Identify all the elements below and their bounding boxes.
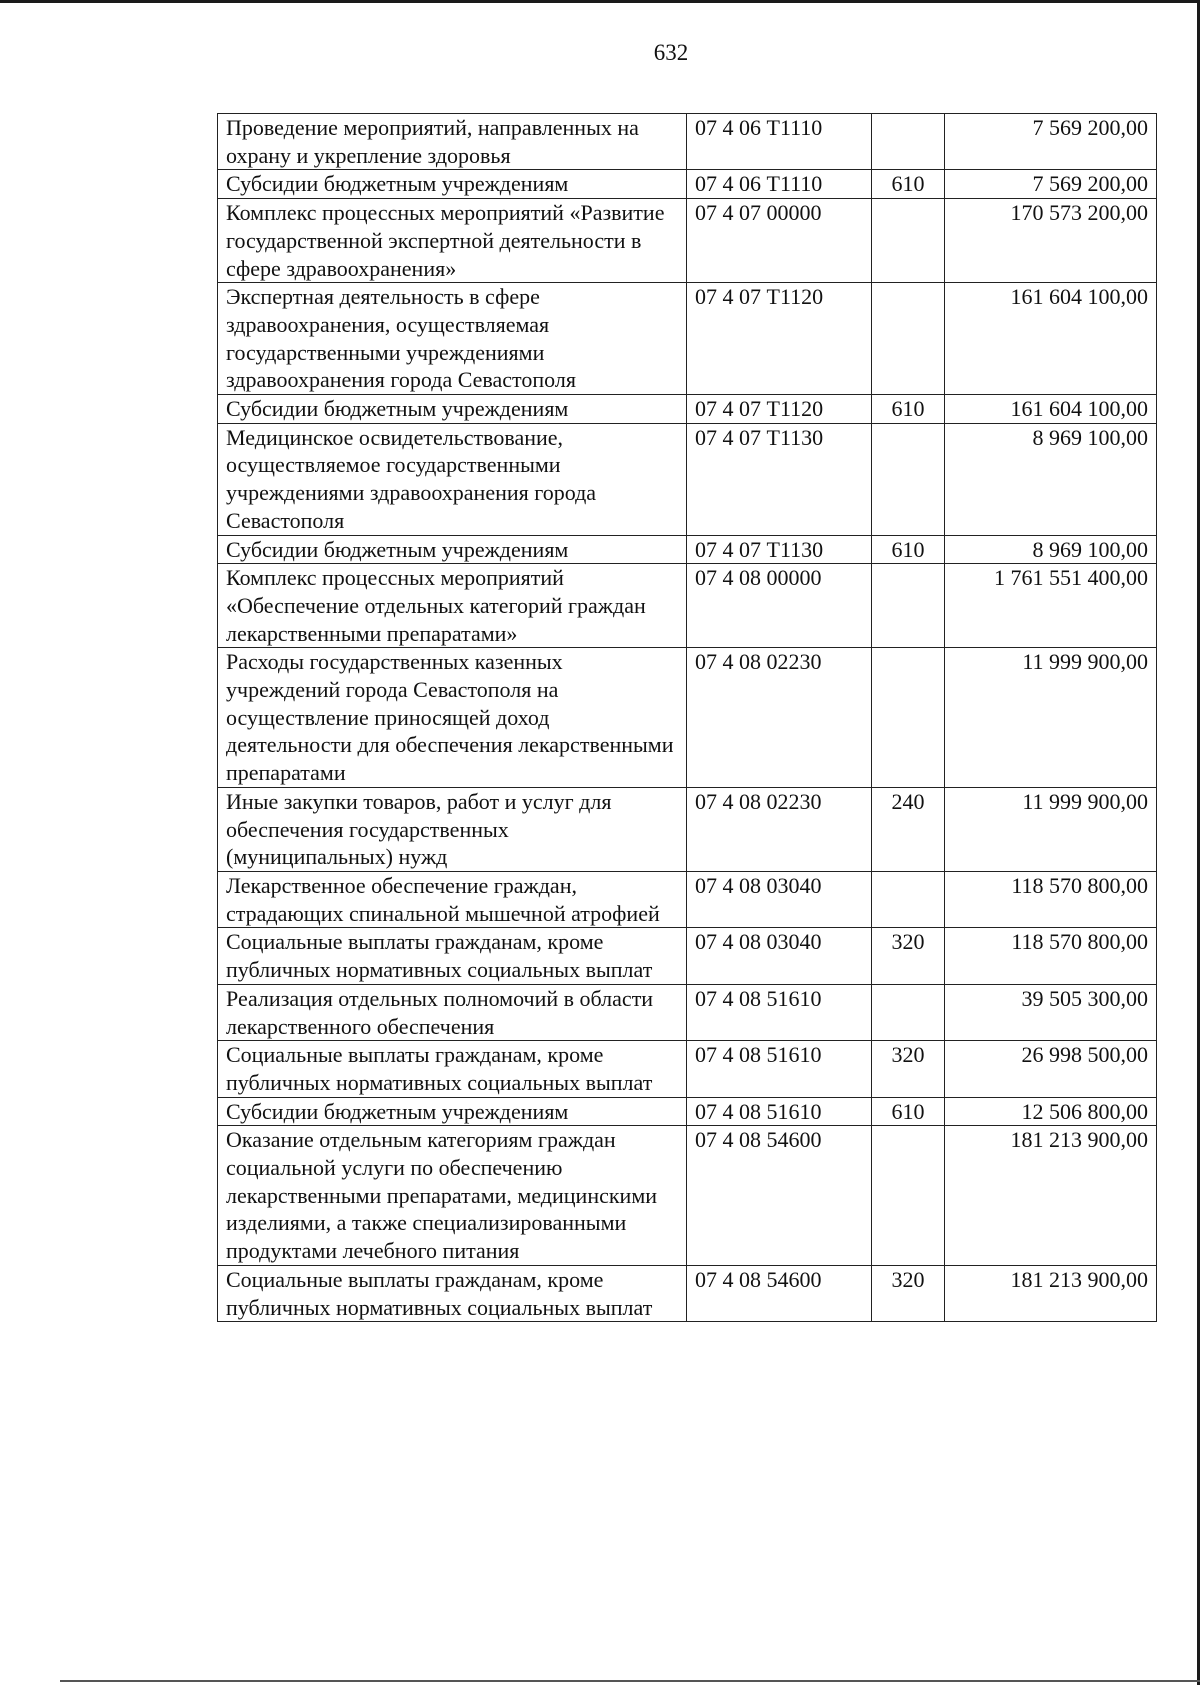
amount-cell: 39 505 300,00 <box>945 984 1157 1040</box>
target-article-code-cell: 07 4 08 54600 <box>687 1126 872 1266</box>
expense-type-cell <box>872 564 945 648</box>
expense-type-cell <box>872 114 945 170</box>
expense-type-cell <box>872 199 945 283</box>
amount-cell: 161 604 100,00 <box>945 395 1157 424</box>
expense-name-cell: Социальные выплаты гражданам, кроме публичных нормативных социальных выплат <box>218 928 687 984</box>
target-article-code-cell: 07 4 08 54600 <box>687 1265 872 1321</box>
amount-cell: 181 213 900,00 <box>945 1265 1157 1321</box>
budget-table <box>217 113 1157 1322</box>
expense-name-cell: Проведение мероприятий, направленных на охрану и укрепление здоровья <box>218 114 687 170</box>
amount-cell: 1 761 551 400,00 <box>945 564 1157 648</box>
expense-type-cell: 320 <box>872 928 945 984</box>
table-row <box>218 535 1157 564</box>
table-row <box>218 1126 1157 1266</box>
table-row <box>218 1097 1157 1126</box>
table-row <box>218 928 1157 984</box>
expense-type-cell <box>872 423 945 535</box>
expense-type-cell: 610 <box>872 395 945 424</box>
expense-type-cell: 610 <box>872 170 945 199</box>
target-article-code-cell: 07 4 08 00000 <box>687 564 872 648</box>
target-article-code-cell: 07 4 06 Т1110 <box>687 114 872 170</box>
amount-cell: 12 506 800,00 <box>945 1097 1157 1126</box>
expense-type-cell <box>872 871 945 927</box>
target-article-code-cell: 07 4 06 Т1110 <box>687 170 872 199</box>
expense-name-cell: Иные закупки товаров, работ и услуг для обеспечения государственных (муниципальных) нужд <box>218 787 687 871</box>
amount-cell: 118 570 800,00 <box>945 871 1157 927</box>
target-article-code-cell: 07 4 08 02230 <box>687 648 872 788</box>
expense-name-cell: Субсидии бюджетным учреждениям <box>218 535 687 564</box>
expense-name-cell: Расходы государственных казенных учреждений города Севастополя на осуществление приносящей доход деятельности для обеспечения лекарственными препаратами <box>218 648 687 788</box>
expense-name-cell: Комплекс процессных мероприятий «Обеспечение отдельных категорий граждан лекарственными препаратами» <box>218 564 687 648</box>
expense-name-cell: Комплекс процессных мероприятий «Развитие государственной экспертной деятельности в сфере здравоохранения» <box>218 199 687 283</box>
target-article-code-cell: 07 4 08 02230 <box>687 787 872 871</box>
expense-name-cell: Оказание отдельным категориям граждан социальной услуги по обеспечению лекарственными препаратами, медицинскими изделиями, а также специализированными продуктами лечебного питания <box>218 1126 687 1266</box>
table-row <box>218 871 1157 927</box>
target-article-code-cell: 07 4 07 Т1120 <box>687 395 872 424</box>
expense-name-cell: Экспертная деятельность в сфере здравоохранения, осуществляемая государственными учреждениями здравоохранения города Севастополя <box>218 283 687 395</box>
target-article-code-cell: 07 4 08 51610 <box>687 1041 872 1097</box>
amount-cell: 11 999 900,00 <box>945 787 1157 871</box>
table-row <box>218 114 1157 170</box>
table-row <box>218 564 1157 648</box>
amount-cell: 8 969 100,00 <box>945 535 1157 564</box>
table-row <box>218 283 1157 395</box>
target-article-code-cell: 07 4 08 51610 <box>687 1097 872 1126</box>
target-article-code-cell: 07 4 07 Т1130 <box>687 423 872 535</box>
target-article-code-cell: 07 4 08 51610 <box>687 984 872 1040</box>
table-row <box>218 1041 1157 1097</box>
table-row <box>218 395 1157 424</box>
budget-table-body <box>218 114 1157 1322</box>
table-row <box>218 199 1157 283</box>
expense-name-cell: Медицинское освидетельствование, осуществляемое государственными учреждениями здравоохранения города Севастополя <box>218 423 687 535</box>
expense-name-cell: Социальные выплаты гражданам, кроме публичных нормативных социальных выплат <box>218 1265 687 1321</box>
table-row <box>218 984 1157 1040</box>
expense-name-cell: Субсидии бюджетным учреждениям <box>218 1097 687 1126</box>
expense-type-cell <box>872 1126 945 1266</box>
scan-border-bottom <box>60 1680 1200 1682</box>
target-article-code-cell: 07 4 08 03040 <box>687 928 872 984</box>
amount-cell: 7 569 200,00 <box>945 114 1157 170</box>
expense-name-cell: Реализация отдельных полномочий в области лекарственного обеспечения <box>218 984 687 1040</box>
table-row <box>218 1265 1157 1321</box>
amount-cell: 8 969 100,00 <box>945 423 1157 535</box>
amount-cell: 26 998 500,00 <box>945 1041 1157 1097</box>
scan-border-top <box>0 0 1200 3</box>
expense-type-cell: 610 <box>872 1097 945 1126</box>
expense-type-cell <box>872 283 945 395</box>
expense-type-cell <box>872 648 945 788</box>
amount-cell: 11 999 900,00 <box>945 648 1157 788</box>
expense-name-cell: Социальные выплаты гражданам, кроме публичных нормативных социальных выплат <box>218 1041 687 1097</box>
amount-cell: 181 213 900,00 <box>945 1126 1157 1266</box>
amount-cell: 170 573 200,00 <box>945 199 1157 283</box>
target-article-code-cell: 07 4 08 03040 <box>687 871 872 927</box>
target-article-code-cell: 07 4 07 00000 <box>687 199 872 283</box>
expense-type-cell: 610 <box>872 535 945 564</box>
table-row <box>218 423 1157 535</box>
expense-name-cell: Субсидии бюджетным учреждениям <box>218 395 687 424</box>
page-number: 632 <box>653 40 689 65</box>
expense-type-cell: 240 <box>872 787 945 871</box>
table-row <box>218 787 1157 871</box>
table-row <box>218 170 1157 199</box>
amount-cell: 161 604 100,00 <box>945 283 1157 395</box>
table-row <box>218 648 1157 788</box>
expense-type-cell: 320 <box>872 1265 945 1321</box>
target-article-code-cell: 07 4 07 Т1130 <box>687 535 872 564</box>
expense-name-cell: Субсидии бюджетным учреждениям <box>218 170 687 199</box>
target-article-code-cell: 07 4 07 Т1120 <box>687 283 872 395</box>
expense-type-cell <box>872 984 945 1040</box>
amount-cell: 118 570 800,00 <box>945 928 1157 984</box>
expense-name-cell: Лекарственное обеспечение граждан, страдающих спинальной мышечной атрофией <box>218 871 687 927</box>
amount-cell: 7 569 200,00 <box>945 170 1157 199</box>
expense-type-cell: 320 <box>872 1041 945 1097</box>
